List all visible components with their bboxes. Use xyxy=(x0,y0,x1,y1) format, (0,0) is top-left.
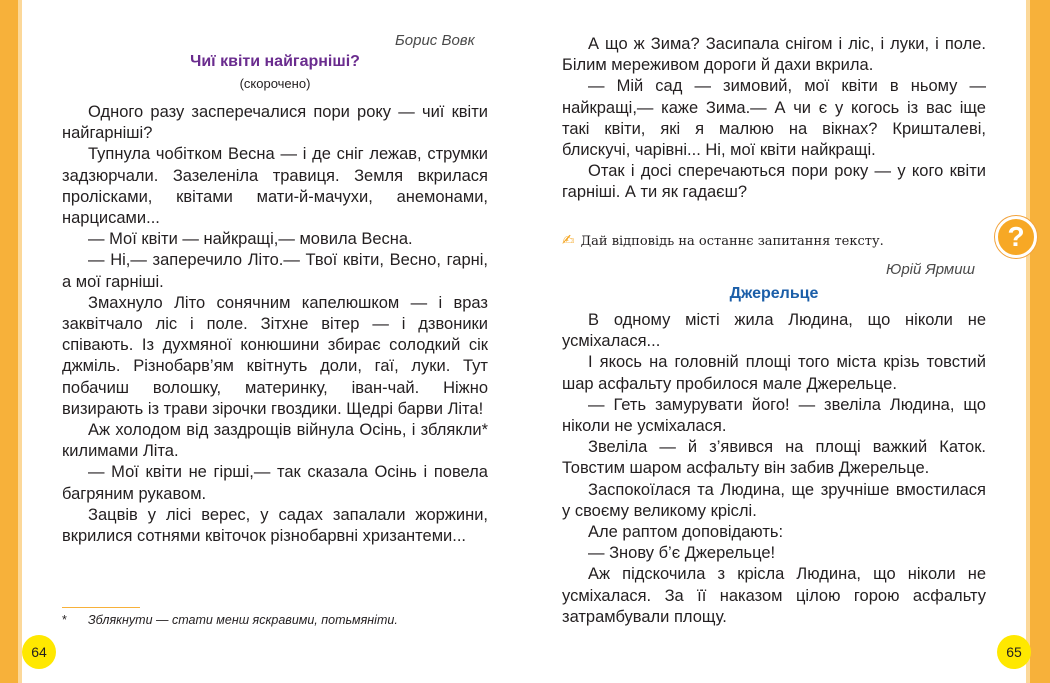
right-title: Джерельце xyxy=(729,285,819,302)
pencil-hand-icon: ✍ xyxy=(562,231,575,249)
right-margin-band xyxy=(1030,0,1050,683)
paragraph: Тупнула чобітком Весна — і де сніг лежав, струмки задзюрчали. Зазеленіла травиця. Земля вкрилася пролісками, квітами мати-й-мачухи, анемонами, нарцисами... xyxy=(62,145,488,228)
left-story-text xyxy=(62,102,488,547)
task-text: Дай відповідь на останнє запитання тексту. xyxy=(580,234,884,249)
paragraph: Звеліла — й з’явився на площі важкий Каток. Товстим шаром асфальту він забив Джерельце. xyxy=(562,438,986,478)
left-author: Борис Вовк xyxy=(395,32,475,49)
left-subtitle: (скорочено) xyxy=(239,76,311,91)
paragraph: Зацвів у лісі верес, у садах запалали жоржини, вкрилися сотнями квіточок різнобарвні хризантеми... xyxy=(62,505,488,546)
left-margin-band xyxy=(0,0,18,683)
paragraph: А що ж Зима? Засипала снігом і ліс, і луки, і поле. Білим мереживом дороги й дахи вкрила. xyxy=(562,35,986,75)
paragraph: І якось на головній площі того міста крізь товстий шар асфальту пробилося мале Джерельце. xyxy=(562,353,986,393)
paragraph: Отак і досі сперечаються пори року — у кого квіти гарніші. А ти як гадаєш? xyxy=(562,162,986,202)
footnote-mark: * xyxy=(62,613,67,627)
footnote-text: Зблякнути — стати менш яскравими, потьмяніти. xyxy=(88,613,398,627)
left-margin-band-inner xyxy=(18,0,22,683)
question-icon: ? xyxy=(995,216,1037,258)
paragraph: Змахнуло Літо сонячним капелюшком — і враз заквітчало ліс і поле. Зітхне вітер — і дзвоники співають. Із духмяної конюшини збирає солодкий сік джміль. Різнобарв’ям квітнуть доли, гаї, луки. Тут побачиш волошку, материнку, іван-чай. Ніжно визирають із трави зірочки гвоздики. Щедрі барви Літа! xyxy=(62,293,488,418)
right-margin-band-inner xyxy=(1026,0,1030,683)
footnote xyxy=(62,613,398,627)
paragraph: — Знову б’є Джерельце! xyxy=(588,544,776,563)
paragraph: В одному місті жила Людина, що ніколи не усміхалася... xyxy=(562,311,986,351)
footnote-divider xyxy=(62,607,140,608)
paragraph: Але раптом доповідають: xyxy=(588,523,784,542)
paragraph: — Ні,— заперечило Літо.— Твої квіти, Весно, гарні, а мої гарніші. xyxy=(62,251,488,291)
paragraph: Аж холодом від заздрощів війнула Осінь, і зблякли* килимами Літа. xyxy=(62,421,488,461)
paragraph: — Геть замурувати його! — звеліла Людина, що ніколи не усміхалася. xyxy=(562,395,986,436)
page-number-left: 64 xyxy=(22,635,56,669)
right-author: Юрій Ярмиш xyxy=(886,261,975,278)
paragraph: Заспокоїлася та Людина, ще зручніше вмостилася у своєму великому кріслі. xyxy=(562,480,986,520)
left-title: Чиї квіти найгарніші? xyxy=(190,53,360,70)
right-story-end-text xyxy=(562,34,986,204)
paragraph: — Мої квіти не гірші,— так сказала Осінь і повела багряним рукавом. xyxy=(62,463,488,503)
task-instruction xyxy=(562,231,884,249)
paragraph: Аж підскочила з крісла Людина, що ніколи не усміхалася. За її наказом цілою горою асфальту затрамбували площу. xyxy=(562,565,986,626)
paragraph: — Мій сад — зимовий, мої квіти в ньому — найкращі,— каже Зима.— А чи є у когось із вас іще такі квіти, які я малюю на вікнах? Кришталеві, блискучі, чарівні... Ні, мої квіти найкращі. xyxy=(562,77,986,160)
paragraph: — Мої квіти — найкращі,— мовила Весна. xyxy=(88,230,413,249)
page-number-right: 65 xyxy=(997,635,1031,669)
right-story-text xyxy=(562,310,986,628)
paragraph: Одного разу засперечалися пори року — чиї квіти найгарніші? xyxy=(62,103,488,143)
